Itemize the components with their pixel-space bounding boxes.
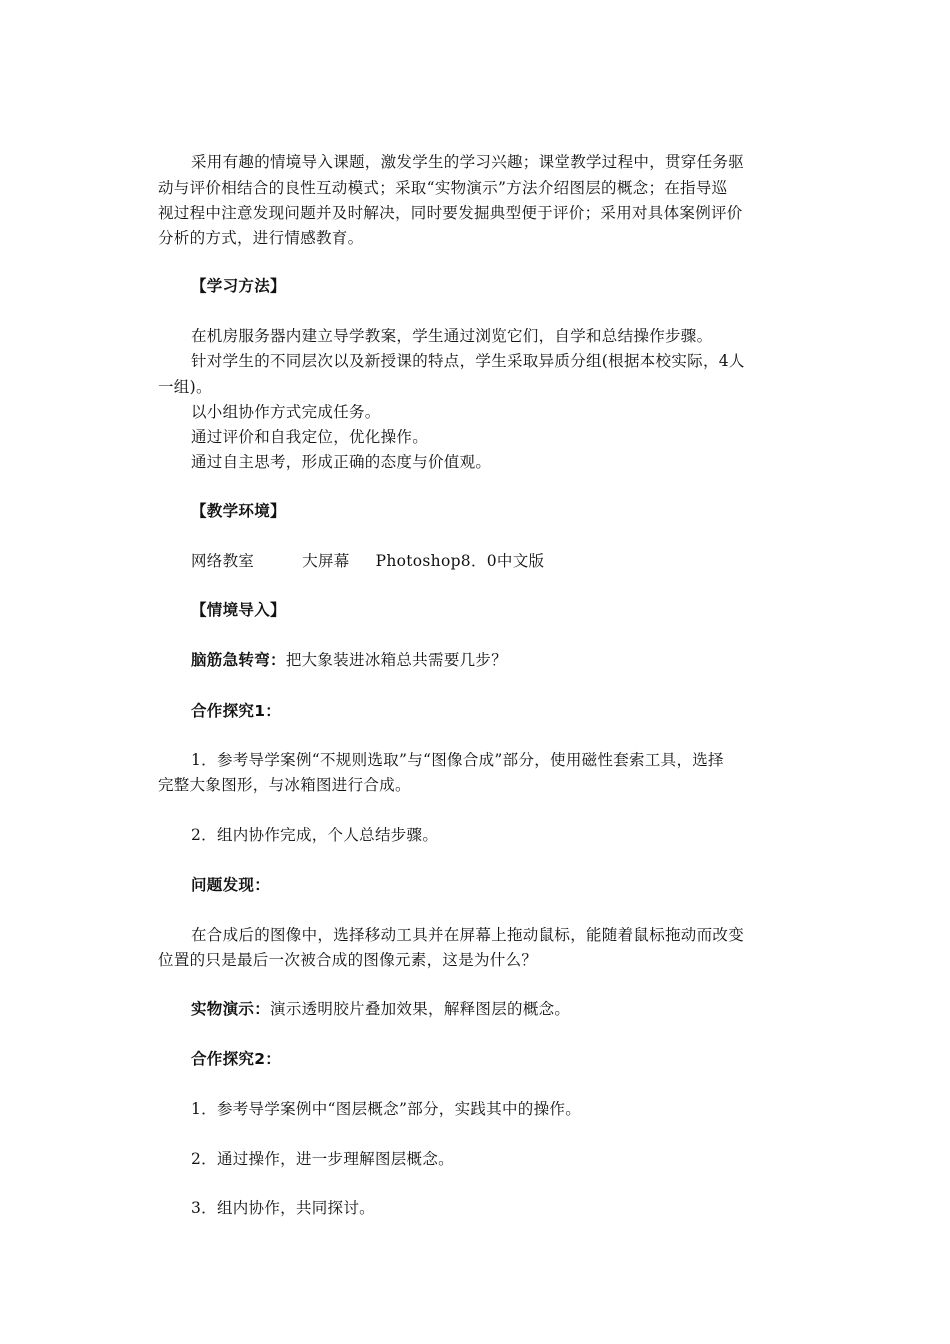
riddle-label: 脑筋急转弯：: [191, 651, 286, 669]
coop1-label: 合作探究1：: [191, 702, 282, 720]
method-line-6: 通过自主思考，形成正确的态度与价值观。: [191, 453, 492, 471]
demo-label: 实物演示：: [191, 1000, 271, 1018]
problem-line-2: 位置的只是最后一次被合成的图像元素，这是为什么？: [158, 951, 538, 969]
demo-line: [191, 999, 570, 1019]
riddle-line: [191, 650, 507, 670]
heading-learning-method: 【学习方法】: [191, 277, 286, 295]
method-line-1: 在机房服务器内建立导学教案，学生通过浏览它们，自学和总结操作步骤。: [191, 327, 713, 345]
coop2-step-3: 3．组内协作，共同探讨。: [191, 1199, 375, 1217]
method-line-2: 针对学生的不同层次以及新授课的特点，学生采取异质分组(根据本校实际，4人: [191, 352, 745, 370]
method-line-3: 一组)。: [158, 378, 212, 396]
intro-line-2: 动与评价相结合的良性互动模式；采取“实物演示”方法介绍图层的概念；在指导巡: [158, 179, 728, 197]
intro-line-4: 分析的方式，进行情感教育。: [158, 229, 364, 247]
problem-line-1: 在合成后的图像中，选择移动工具并在屏幕上拖动鼠标，能随着鼠标拖动而改变: [191, 926, 745, 944]
env-item-software: Photoshop8．0中文版: [375, 552, 545, 570]
env-item-screen: 大屏幕: [302, 552, 350, 570]
coop1-step-2: 2．组内协作完成，个人总结步骤。: [191, 826, 439, 844]
heading-environment: 【教学环境】: [191, 502, 286, 520]
demo-text: 演示透明胶片叠加效果，解释图层的概念。: [270, 1000, 571, 1018]
env-item-classroom: 网络教室: [191, 552, 255, 570]
coop2-step-1: 1．参考导学案例中“图层概念”部分，实践其中的操作。: [191, 1100, 582, 1118]
method-line-4: 以小组协作方式完成任务。: [191, 403, 381, 421]
heading-scenario: 【情境导入】: [191, 601, 286, 619]
coop1-line-2: 完整大象图形，与冰箱图进行合成。: [158, 776, 411, 794]
environment-line: [191, 551, 544, 571]
coop2-label: 合作探究2：: [191, 1050, 282, 1068]
intro-line-1: 采用有趣的情境导入课题，激发学生的学习兴趣；课堂教学过程中，贯穿任务驱: [191, 153, 745, 171]
method-line-5: 通过评价和自我定位，优化操作。: [191, 428, 429, 446]
riddle-text: 把大象装进冰箱总共需要几步？: [285, 651, 508, 669]
coop1-line-1: 1．参考导学案例“不规则选取”与“图像合成”部分，使用磁性套索工具，选择: [191, 751, 724, 769]
problem-label: 问题发现：: [191, 876, 271, 894]
intro-line-3: 视过程中注意发现问题并及时解决，同时要发掘典型便于评价；采用对具体案例评价: [158, 204, 743, 222]
coop2-step-2: 2．通过操作，进一步理解图层概念。: [191, 1150, 454, 1168]
